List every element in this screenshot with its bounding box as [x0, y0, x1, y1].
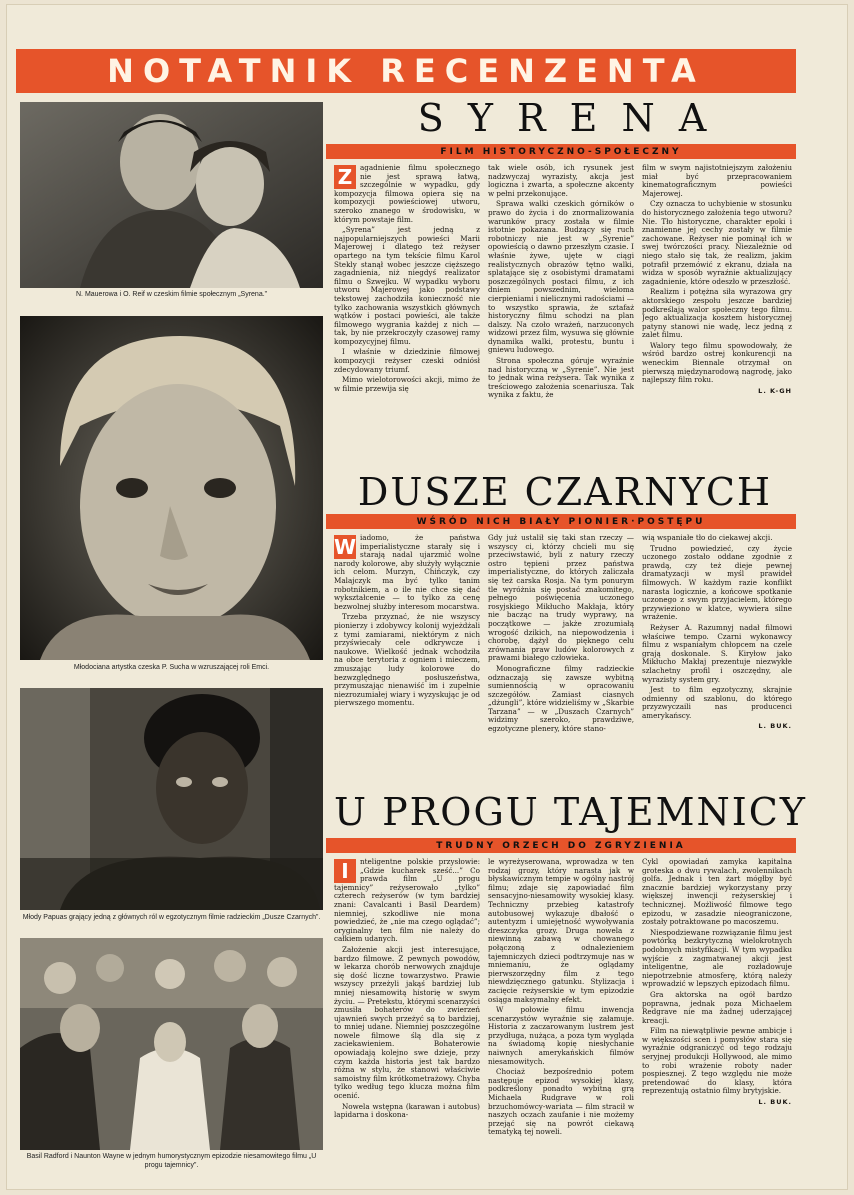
progu-subtitle-bar	[326, 838, 796, 853]
dusze-signature: L. BUK.	[758, 722, 792, 731]
syrena-signature: L. K-GH	[758, 386, 792, 395]
paragraph: Czy oznacza to uchybienie w stosunku do historycznego założenia tego utworu? Nie. Tło historyczne, charakter epoki i znamienne jej cechy zostały w filmie zachowane. Reżyser nie pominął ich w swej twórczości pracy. Niezależnie od niego stało się tak, że realizm, jakim potrafił przemówić z ekranu, działa na widza w sposób wyraźnie aktualizujący zagadnienie, które odeszło w przeszłość.	[642, 199, 792, 286]
syrena-column-1	[334, 164, 480, 446]
syrena-subtitle: FILM HISTORYCZNO-SPOŁECZNY	[440, 146, 682, 157]
paragraph: Realizm i potężna siła wyrazowa gry aktorskiego zespołu jeszcze bardziej podkreślają walor społeczny tego filmu. Jego aktualizacja kosztem historycznej patyny stanowi nie wadę, lecz jedną z zalet filmu.	[642, 287, 792, 340]
syrena-dropcap: Z	[334, 165, 356, 189]
paragraph: Sprawa walki czeskich górników o prawo do życia i do znormalizowania warunków pracy została w filmie istotnie pokazana. Budzący się ruch robotniczy nie jest w „Syrenie” opowieścią o dawno przeszłym czasie. I właśnie żywe, ujęte w ciągi realistycznych obrazów tętno walki, splatające się z osobistymi dramatami poszczególnych postaci filmu, z ich dniem powszednim, wieloma cierpieniami i nielicznymi radościami — to wszystko sprawia, że sztafaż historyczny filmu schodzi na plan dalszy. Na czoło wrażeń, narzuconych widzowi przez film, wysuwa się głównie dynamika walki, protestu, buntu i gniewu ludowego.	[488, 199, 634, 355]
paragraph: I właśnie w dziedzinie filmowej kompozycji reżyser czeski odniósł zdecydowany triumf.	[334, 347, 480, 374]
syrena-title: S Y R E N A	[417, 96, 713, 140]
progu-signature: L. BUK.	[758, 1098, 792, 1107]
dusze-dropcap: W	[334, 535, 357, 559]
paragraph: nteligentne polskie przysłowie: „Gdzie kucharek sześć...” Co prawda film „U progu tajemnicy” reżyserowało „tylko” czterech reżyserów (w tym bardziej znani: Cavalcanti i Basil Deardem) niemniej, szkodliwe nie mona powiedzieć, że „nie ma czego oglądać”; oryginalny ten film nie należy do całkiem udanych.	[334, 858, 480, 944]
progu-column-1	[334, 858, 480, 1176]
syrena-subtitle-bar	[326, 144, 796, 159]
syrena-column-3	[642, 164, 792, 446]
paragraph: „Syrena” jest jedną z najpopularniejszych powieści Marii Majerowej i dlatego też reżyser opartego na tym tekście filmu Karol Stekly stanął wobec jeszcze cięższego zagadnienia, niż niegdyś realizator filmu o Szwejku. W wypadku wyboru utworu Majerowej jako podstawy tekstowej zachodziła konieczność nie tylko zachowania wszystkich głównych wątków i postaci powieści, ale także filmowego wygrania każdej z nich — tak, by nie przekroczyły czasowej ramy kompozycyjnej filmu.	[334, 225, 480, 346]
paragraph: tak wiele osób, ich rysunek jest nadzwyczaj wyrazisty, akcja jest logiczna i zwarta, a społeczne akcenty w pełni przekonujące.	[488, 164, 634, 198]
paragraph: Nowela wstępna (karawan i autobus) lapidarna i doskona-	[334, 1101, 480, 1120]
paragraph: Film na niewątpliwie pewne ambicje i w większości scen i pomysłów stara się wyraźnie odgraniczyć od tego rodzaju seryjnej produkcji Hollywood, ale mimo to robi wrażenie roboty nader pospiesznej. Z tego względu nie może pretendować do klasy, która reprezentują ostatnio filmy brytyjskie.	[642, 1026, 792, 1096]
paragraph: Strona społeczna góruje wyraźnie nad historyczną w „Syrenie”. Nie jest to jednak wina reżysera. Tak wynika z treściowego założenia scenariusza. Tak wynika z faktu, że	[488, 356, 634, 400]
progu-column-3	[642, 858, 792, 1176]
dusze-column-1	[334, 534, 480, 772]
masthead-banner	[16, 49, 796, 93]
dusze-subtitle: WŚRÓD NICH BIAŁY PIONIER·POSTĘPU	[416, 516, 706, 527]
masthead-title: NOTATNIK RECENZENTA	[107, 52, 705, 90]
photo-caption-2: Młodociana artystka czeska P. Sucha w wzruszającej roli Emci.	[73, 664, 270, 671]
photo-papuan-boy	[20, 688, 323, 910]
paragraph: wią wspaniałe tło do ciekawej akcji.	[642, 534, 773, 542]
photo-caption-4: Basil Radford i Naunton Wayne w jednym humorystycznym epizodzie niesamowitego filmu „U progu tajemnicy”.	[26, 1153, 317, 1169]
dusze-title: DUSZE CZARNYCH	[357, 470, 773, 514]
paragraph: Mimo wielotorowości akcji, mimo że w filmie przewija się	[334, 375, 480, 393]
paragraph: Trzeba przyznać, że nie wszyscy pionierzy i zdobywcy kolonij wyjeżdżali z tymi zamiarami, niektórym z nich przyświecały cele odkrywcze i naukowe. Wielkość jednak wchodziła na obce terytoria z ogniem i mieczem, zmuszając ludy kolorowe do bezwzględnego posłuszeństwa, przymuszając nienawiść im i zupełnie niezrozumiałej wiary i wyzyskując je od pierwszego momentu.	[334, 612, 480, 708]
paragraph: Reżyser A. Razumnyj nadał filmowi właściwe tempo. Czarni wykonawcy filmu z wspaniałym chłopcem na czele grają doskonale. S. Kiryłow jako Mikłucho Makłaj prezentuje niezwykłe szlachetny profil i oszczędny, ale wyrazisty system gry.	[642, 622, 792, 684]
progu-title: U PROGU TAJEMNICY	[334, 790, 807, 834]
paragraph: film w swym najistotniejszym założeniu miał być przepracowaniem kinematograficznym powieści Majerowej.	[642, 164, 792, 198]
photo-caption-1: N. Mauerowa i O. Reif w czeskim filmie społecznym „Syrena.”	[76, 291, 267, 298]
progu-dropcap: I	[334, 859, 356, 883]
paragraph: Chociaż bezpośrednio potem następuje epizod wysokiej klasy, podkreślony ponadto wybitną grą Michaela Rudgrave w roli brzuchomówcy-wariata — film stracił w naszych oczach zaufanie i nie możemy przejąć się na powrót ciekawą tematyką tej noweli.	[488, 1067, 634, 1137]
progu-subtitle: TRUDNY ORZECH DO ZGRYZIENIA	[436, 840, 686, 851]
photo-caption-3: Młody Papuas grający jedną z głównych ról w egzotycznym filmie radzieckim „Dusze Czarnych”.	[22, 914, 321, 921]
dusze-column-2	[488, 534, 634, 772]
paragraph: Trudno powiedzieć, czy życie uczonego zostało oddane zgodnie z prawdą, czy też dieje pewnej dramatyzacji w myśl prawideł filmowych. W każdym razie konflikt narasta logicznie, a końcowe spotkanie uczonego z swym przyjacielem, którego przywieziono w klatce, wywiera silne wrażenie.	[642, 543, 792, 622]
paragraph: iadomo, że państwa imperialistyczne starały się i starają nadal ujarzmić wolne narody kolorowe, aby służyły wyłącznie ich celom. Murzyn, Chińczyk, czy Malajczyk ma być tylko tanim robotnikiem, a o ile nie chce się dać wykształcenie — to tylko za cenę bezwolnej służby interesom mocarstwa.	[334, 534, 480, 611]
paragraph: agadnienie filmu społecznego nie jest sprawą łatwą, szczególnie w wypadku, gdy kompozycja filmowa opiera się na kompozycji powieściowej utworu, szeroko znanego w środowisku, w którym powstaje film.	[334, 164, 480, 224]
paragraph: Gdy już ustalił się taki stan rzeczy — wszyscy ci, którzy chcieli mu się przeciwstawić, byli z natury rzeczy ostro tępieni przez państwa imperialistyczne, do których zaliczała się też carska Rosja. Na tym ponurym tle wyróżnia się postać znakomitego, pełnego poświęcenia uczonego rosyjskiego Mikłucho Makłaja, który nie bacząc na trudy wyprawy, na początkowe — jakże zrozumiałą wrogość dzikich, na niepowodzenia i chorobę, dążył do pięknego celu zrównania praw ludów kolorowych z prawami białego człowieka.	[488, 534, 634, 663]
photo-girl-portrait	[20, 316, 323, 660]
progu-column-2	[488, 858, 634, 1176]
paragraph: Jest to film egzotyczny, skrajnie odmienny od szablonu, do którego przyzwyczaili nas producenci amerykańscy.	[642, 685, 792, 720]
paragraph: Walory tego filmu spowodowały, że wśród bardzo ostrej konkurencji na weneckim Biennale otrzymał on pierwszą międzynarodową nagrodę, jako najlepszy film roku.	[642, 340, 792, 385]
paragraph: Gra aktorska na ogół bardzo poprawna, jednak poza Michaelem Redgrave nie ma żadnej uderzającej kreacji.	[642, 989, 792, 1025]
paragraph: Cykl opowiadań zamyka kapitalna groteska o dwu rywalach, zwolennikach golfa. Jednak i ten żart mógłby być znacznie bardziej wykorzystany przy większej inwencji reżyserskiej i technicznej. Możliwość filmowe tego epizodu, w zasadzie nieograniczone, zostały potraktowane po macoszemu.	[642, 858, 792, 927]
paragraph: le wyreżyserowana, wprowadza w ten rodzaj grozy, który narasta jak w błyskawicznym tempie w ogólny nastrój filmu; zdaje się zapowiadać film sensacyjno-niesamowity wysokiej klasy. Techniczny przebieg katastrofy autobusowej wykazuje dbałość o autentyzm i umiejętność wywoływania dreszczyka grozy. Druga nowela z niewinną zabawą w chowanego połączoną z odnalezieniem tajemniczych dzieci podtrzymuje nas w mniemaniu, że oglądamy pierwszorzędny film z tego niewdzięcznego gatunku. Stylizacja i zacięcie reżyserskie w tym epizodzie osiąga maksymalny efekt.	[488, 858, 634, 1004]
paragraph: Monograficzne filmy radzieckie odznaczają się zawsze wybitną sumiennością w opracowaniu szczegółów. Zamiast ciasnych „dżungli”, które widzieliśmy w „Skarbie Tarzana” — w „Duszach Czarnych” widzimy szeroko, prawdziwe, egzotyczne plenery, które stano-	[488, 663, 634, 734]
syrena-column-2	[488, 164, 634, 446]
paragraph: Założenie akcji jest interesujące, bardzo filmowe. Z pewnych powodów, w lekarza chorób nerwowych znajduje się dość liczne towarzystwo. Prawie wszyscy przeżyli jakąś bardziej lub mniej niesamowitą historię w swym życiu. — Pretekstu, którymi scenarzyści zmusiła bohaterów do zwierzeń ujawnień swych przeżyć są to bardziej, to mniej udane. Niemniej poszczególne nowele filmowe ślą dla się z zaciekawieniem. Bohaterowie opowiadają kolejno swe dzieje, przy czym każda historia jest tak bardzo różna w stylu, że stanowi właściwie samoistny film krótkometrażowy. Chyba tylko według tego klucza można film ocenić.	[334, 944, 480, 1101]
paragraph: Niespodziewane rozwiązanie filmu jest powtórką bezkrytyczną wielokrotnych podobnych mistyfikacji. W tym wypadku wyjście z zagmatwanej akcji jest inteligentne, ale rozładowuje niepotrzebnie atmosferę, którą należy wprowadzić w lepszych epizodach filmu.	[642, 927, 792, 989]
photo-syrena-couple	[20, 102, 323, 288]
dusze-column-3	[642, 534, 792, 772]
photo-wedding-scene	[20, 938, 323, 1150]
paragraph: W połowie filmu inwencja scenarzystów wyraźnie się załamuje. Historia z zaczarowanym lustrem jest przydługa, nużąca, a poza tym wygląda na świadomą kopię niesłychanie naiwnych amerykańskich filmów niesamowitych.	[488, 1005, 634, 1066]
dusze-subtitle-bar	[326, 514, 796, 529]
